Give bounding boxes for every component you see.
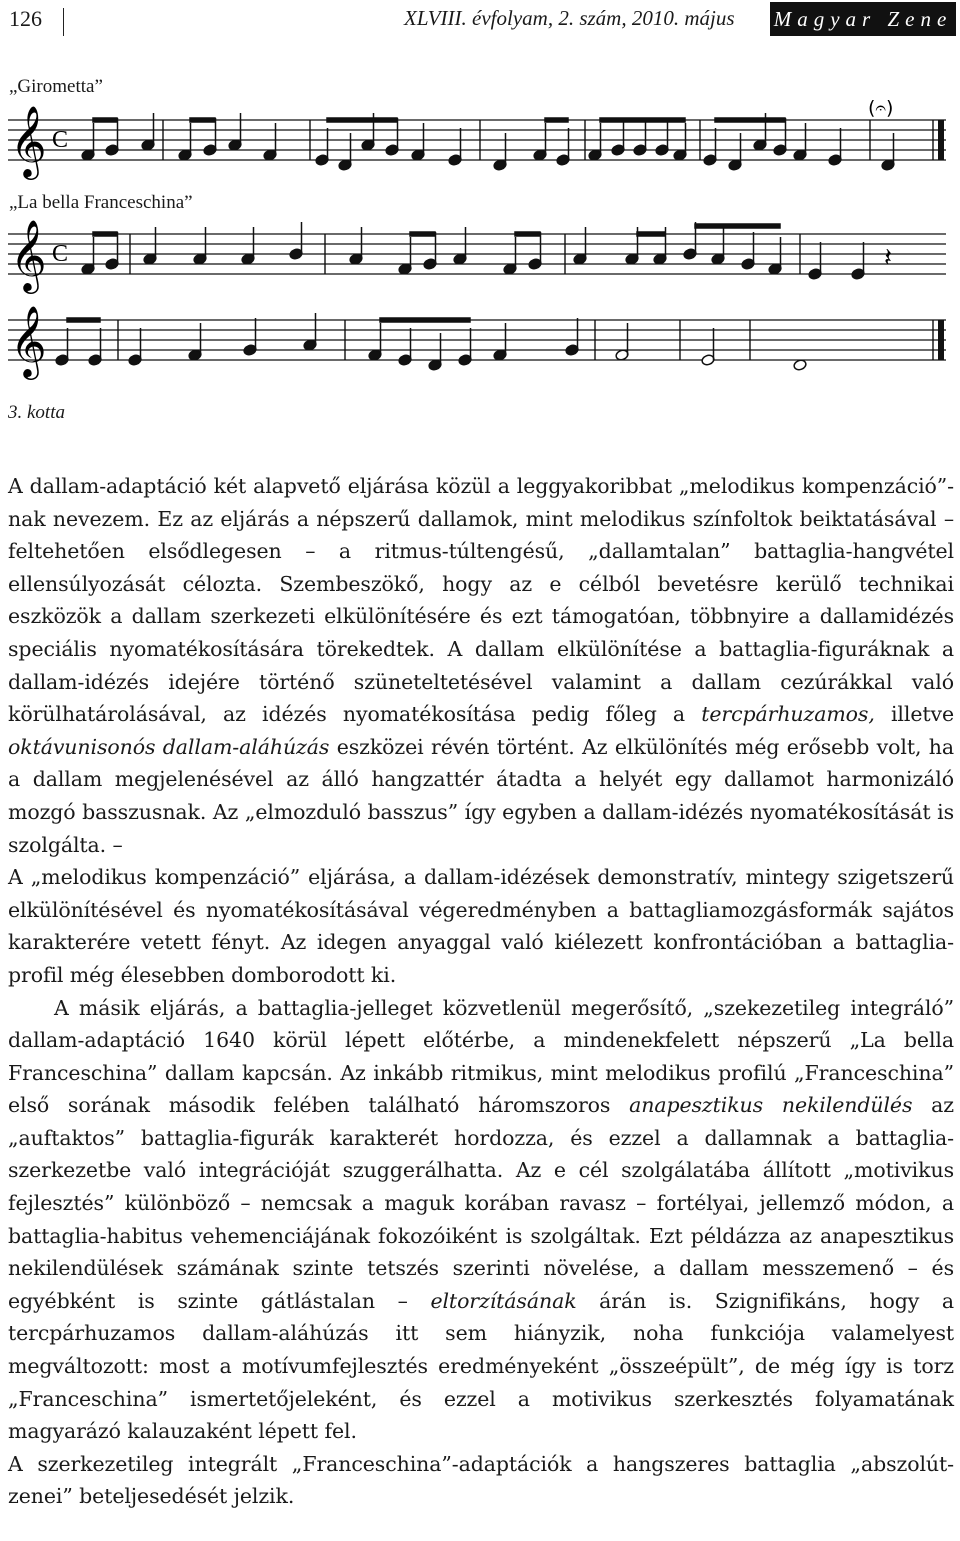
fermata-icon: (𝄐) [868, 100, 894, 119]
magazine-title: Magyar Zene [770, 2, 956, 36]
emphasis-term: tercpárhuzamos, [701, 702, 875, 727]
note-beam [380, 318, 470, 322]
running-header [0, 0, 960, 40]
staff-franceschina-1 [0, 214, 960, 304]
emphasis-term: eltorzításának [430, 1288, 577, 1313]
treble-clef-icon: 𝄞 [10, 104, 47, 177]
note-beam [515, 232, 540, 236]
page-number: 126 [9, 6, 42, 31]
emphasis-term: anapesztikus nekilendülés [629, 1093, 913, 1118]
header-divider [63, 8, 64, 36]
paragraph-3: A másik eljárás, a battaglia-jelleget közvetlenül megerősítő, „szekezetileg integráló” dallam-adaptáció 1640 körül lépett előtérbe, a mindenekfelett népszerű „La bella Franceschina” dallam kapcsán. Az inkább ritmikus, mint melodikus profilú „Franceschina” első sorának második felében található háromszoros anapesztikus nekilendülés az „auftaktos” battaglia-figurák karakterét hordozza, és ezzel a dallamnak a battaglia-szerkezetbe való integrációját szuggerálhatta. Az e cél szolgálatába állított „motivikus fejlesztés” különböző – nemcsak a maguk korában ravasz – fortélyai, jellemző módon, a battaglia-habitus vehemenciájának fokozóiként is szolgáltak. Ezt példázza az anapesztikus nekilendülések számának szinte tetszés szerinti növelése, a dallam messzemenő – és egyébként is szinte gátlástalan – eltorzításának árán is. Szignifikáns, hogy a tercpárhuzamos dallam-aláhúzás itt sem hiányzik, noha funkciója valamelyest megváltozott: most a motívumfejlesztés eredményeként „összeépült”, de még így is torz „Franceschina” ismertetőjeleként, és ezzel a motivikus szerkesztés folyamatának magyarázó kalauzaként lépett fel. [8, 995, 954, 1444]
quarter-rest-icon: 𝄽 [884, 243, 892, 273]
note-beam [93, 232, 117, 236]
note-beam [695, 224, 780, 228]
journal-issue: XLVIII. évfolyam, 2. szám, 2010. május [404, 6, 735, 30]
emphasis-term: oktávunisonós dallam-aláhúzás [8, 734, 330, 759]
note-beam [93, 118, 117, 122]
article-body [8, 470, 954, 1513]
note-beam [190, 118, 215, 122]
piece-title-franceschina: „La bella Franceschina” [9, 192, 193, 213]
paragraph-2: A „melodikus kompenzáció” eljárása, a dallam-idézések demonstratív, mintegy szigetszerű elkülönítésével és nyomatékosításával végeredményben a battagliamozgásformák sajátos karakterére vetett fényt. Az idegen anyaggal való kiélezett konfrontációban a battaglia-profil még élesebben domborodott ki. [8, 865, 954, 987]
note-beam [67, 318, 100, 322]
treble-clef-icon: 𝄞 [10, 304, 47, 377]
staff-franceschina-2 [0, 300, 960, 390]
note-beam [327, 118, 397, 122]
note-beam [600, 118, 685, 122]
figure-caption: 3. kotta [8, 402, 65, 423]
staff-girometta [0, 100, 960, 190]
paragraph-1: A dallam-adaptáció két alapvető eljárása közül a leggyakoribbat „melodikus kompenzáció”-nak nevezem. Ez az eljárás a népszerű dallamok, mint melodikus színfoltok beiktatásával – feltehetően elsődlegesen – a ritmus-túltengésű, „dallamtalan” battaglia-hangvétel ellensúlyozását célozta. Szembeszökő, hogy az e célból bevetésre kerülő technikai eszközök a dallam szerkezeti elkülönítésére és ezt támogatóan, többnyire a dallamidézés speciális nyomatékosítására törekedtek. A dallam elkülönítése a battaglia-figuráknak a dallam-idézés idejére történő szüneteltetésével valamint a dallam cezúrákkal való körülhatárolásával, az idézés nyomatékosítása pedig főleg a tercpárhuzamos, illetve oktávunisonós dallam-aláhúzás eszközei révén történt. Az elkülönítés még erősebb volt, ha a dallam megjelenésével az álló hangzattér átadta a helyét egy dallamot harmonizáló mozgó basszusnak. Az „elmozduló basszus” így egyben a dallam-idézés nyomatékosítását is szolgálta. – [8, 474, 954, 857]
note-beam [410, 232, 435, 236]
note-beam [545, 118, 568, 122]
note-head [793, 359, 807, 372]
note-beam [637, 232, 665, 236]
time-signature: C [52, 241, 69, 267]
piece-title-girometta: „Girometta” [9, 76, 103, 97]
treble-clef-icon: 𝄞 [10, 218, 47, 291]
note-beam [715, 118, 785, 122]
paragraph-4: A szerkezetileg integrált „Franceschina”-adaptációk a hangszeres battaglia „abszolút-zenei” beteljesedését jelzik. [8, 1451, 954, 1509]
time-signature: C [52, 127, 69, 153]
